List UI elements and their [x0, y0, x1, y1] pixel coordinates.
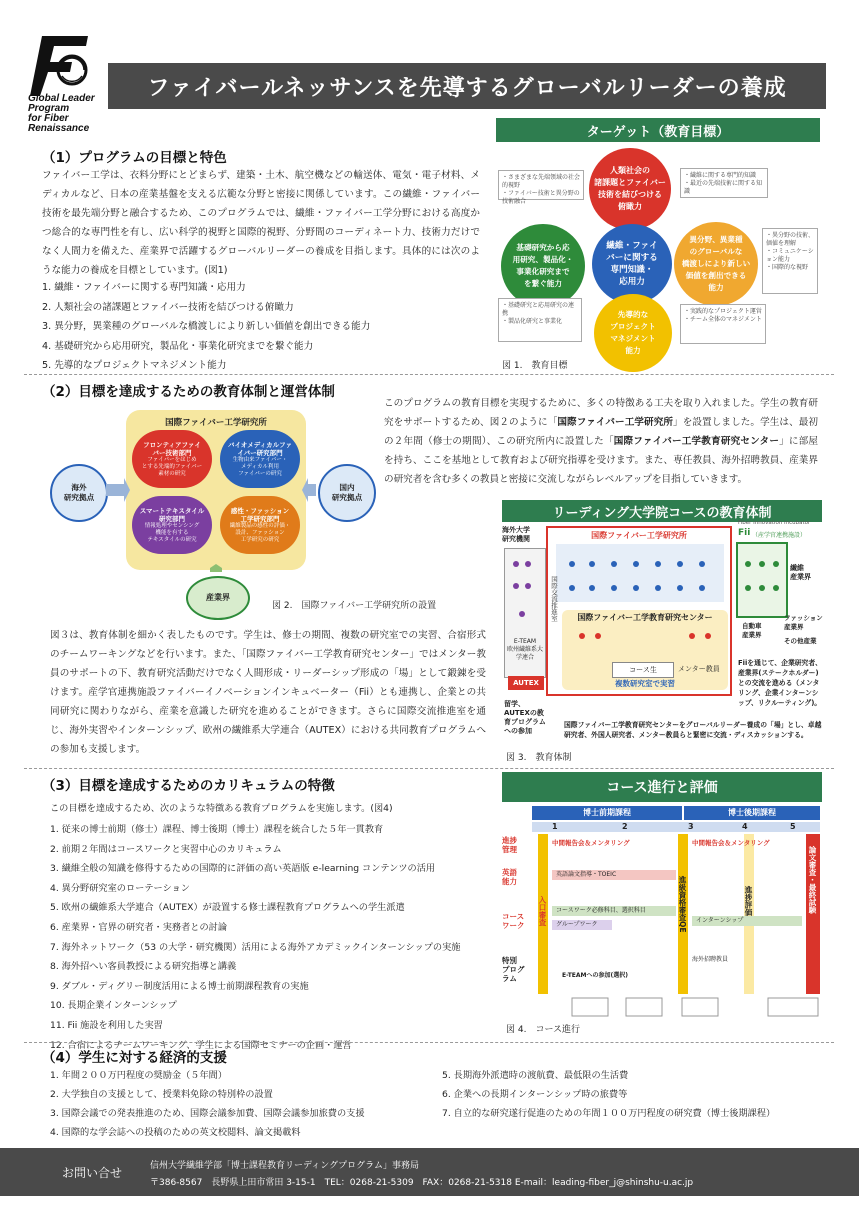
fig3-fii-note: Fiiを通じて、企業研究者、産業界(ステークホルダー)との交流を進める（メンタリング、企業インターンシップ、リクルーティング)。	[738, 659, 822, 707]
fig4-qe: 進級資格審査QE	[678, 876, 687, 933]
fig4-row-label: 英語 能力	[502, 868, 517, 886]
fig4-track: 中間報告会＆メンタリング	[552, 839, 630, 847]
fig3-center-label: 国際ファイバー工学教育研究センター	[577, 613, 713, 622]
fig3-eteam: E-TEAM 欧州繊維系大学連合	[506, 638, 543, 661]
list-item: 3. 異分野，異業種のグローバルな橋渡しにより新しい価値を創出できる能力	[42, 321, 371, 332]
fig1-top-circle: 人類社会の 諸課題とファイバー 技術を結びつける 俯瞰力	[589, 148, 671, 230]
fig2-institute-label: 国際ファイバー工学研究所	[165, 418, 267, 428]
fig3-exchange-label: 国際交流推進室	[550, 576, 558, 622]
list-item: 4. 国際的な学会誌への投稿のための英文校閲料、論文掲載料	[50, 1127, 301, 1138]
fig2-overseas: 海外 研究拠点	[50, 464, 108, 522]
fig1-note: ・繊維に関する専門的知識 ・最近の先端技術に関する知識	[680, 168, 768, 198]
list-item: 5. 欧州の繊維系大学連合（AUTEX）が設置する修士課程教育プログラムへの学生派遣	[50, 902, 405, 914]
footer-address: 〒386-8567 長野県上田市常田 3-15-1 TEL：0268-21-5309 FAX：0268-21-5318 E-mail：leading-fiber_j@shinshu-u.ac.jp	[150, 1178, 694, 1188]
fig2-caption: 図 2. 国際ファイバー工学研究所の設置	[272, 601, 437, 611]
fig4-entry: 入口審査	[538, 896, 547, 926]
section-4-list-left	[50, 1066, 365, 1142]
section-3-list	[50, 820, 460, 1055]
section-2-paragraph-2: 図３は、教育体制を細かく表したものです。学生は、修士の期間、複数の研究室での実習、合宿形式のチームワーキングなどを行います。また、「国際ファイバー工学教育研究センター」ではメンター教員のサポートの下、教育研究活動だけでなく人間形成・リーダーシップ形成の「場」として鍛錬を受けます。産学官連携施設ファイバーイノベーションインキュベーター（Fii）とも連携し、企業との共同研究に関わりながら、産業を意識した研究を進めることができます。さらに国際交流推進室を通じ、海外実習やインターンシップ、欧州の繊維系大学連合（AUTEX）における共同教育プログラムへの参加も支援します。	[50, 630, 486, 755]
list-item: 4. 異分野研究室のローテーション	[50, 882, 190, 894]
list-item: 9. ダブル・ディグリー制度活用による博士前期課程教育の実施	[50, 980, 309, 992]
fig3-autex: AUTEX	[508, 676, 544, 690]
fig3-institute-label: 国際ファイバー工学研究所	[591, 531, 687, 540]
list-item: 11. Fii 施設を利用した実習	[50, 1019, 163, 1031]
logo-icon	[28, 28, 94, 98]
fig3-overseas: 海外大学 研究機関	[502, 526, 530, 543]
fig4-mid: 進捗評価	[744, 886, 753, 916]
section-3-heading: （3）目標を達成するためのカリキュラムの特徴	[42, 778, 335, 794]
fig1-caption: 図 1. 教育目標	[502, 361, 568, 371]
list-item: 6. 企業への長期インターンシップ時の旅費等	[442, 1089, 628, 1100]
fig1-right-circle: 異分野、異業種 のグローバルな 橋渡しにより新しい 価値を創出できる 能力	[674, 222, 758, 306]
fig2-diagram	[50, 404, 380, 620]
list-item: 5. 長期海外派遣時の渡航費、最低限の生活費	[442, 1070, 629, 1081]
list-item: 3. 国際会議での発表推進のため、国際会議参加費、国際会議参加旅費の支援	[50, 1108, 365, 1119]
fig1-header: ターゲット（教育目標）	[496, 118, 820, 142]
fig4-diagram	[502, 806, 822, 1018]
fig4-track: 中間報告会＆メンタリング	[692, 839, 770, 847]
section-1-paragraph: ファイバー工学は、衣料分野にとどまらず、建築・土木、航空機などの輸送体、電気・電子材料、メディカルなど、日本の産業基盤を支える広範な分野と密接に関係しています。この繊維・ファイバー技術を最先端分野と融合するため、このプログラムでは、繊維・ファイバー工学分野における高度かつ総合的な専門性を有し、広い科学的視野と国際的視野、分野間のコーディネート力、技術力だけでなく人間力を備えた、産業界で活躍するグローバルリーダーの養成を目指します。具体的には次のような能力の養成を目標としています。(図1)	[42, 170, 480, 276]
fig4-track: インターンシップ	[692, 916, 802, 926]
section-4-list-right	[442, 1066, 775, 1123]
fig2-division: フロンティアファイ バー技術部門 ファイバーをはじめ とする先端的ファイバー 素材の研究	[132, 430, 212, 488]
fig3-car: 自動車 産業界	[742, 622, 762, 639]
page-title: ファイバールネッサンスを先導するグローバルリーダーの養成	[108, 63, 826, 109]
fig3-other: その他産業	[784, 637, 817, 645]
fig4-note-boxes	[532, 996, 820, 1018]
divider	[24, 374, 834, 375]
fig4-first-period: 博士前期課程	[532, 806, 682, 820]
fig4-track: E-TEAMへの参加(選択)	[562, 972, 628, 979]
fig3-fii-sub: （産学官連携施設）	[752, 532, 807, 539]
fig4-final: 論文審査・最終試験	[808, 846, 817, 914]
fig3-textile: 繊維 産業界	[790, 564, 811, 581]
fig2-domestic: 国内 研究拠点	[318, 464, 376, 522]
fig4-second-period: 博士後期課程	[684, 806, 820, 820]
list-item: 7. 海外ネットワーク（53 の大学・研究機関）活用による海外アカデミックインターンシップの実施	[50, 941, 461, 953]
fig3-jisshu: 複数研究室で実習	[615, 679, 675, 688]
fig3-fii-top: Fiber Innovation Incubator	[738, 520, 811, 526]
fig4-notes	[532, 996, 820, 1018]
fig3-header: リーディング大学院コースの教育体制	[502, 500, 822, 522]
fig1-note: ・異分野の技術、価値を理解 ・コミュニケーション能力 ・国際的な視野	[762, 228, 818, 294]
fig1-note: ・実践的なプロジェクト運営 ・チーム全体のマネジメント	[680, 304, 766, 344]
list-item: 4. 基礎研究から応用研究，製品化・事業化研究までを繋ぐ能力	[42, 340, 314, 352]
divider	[24, 1042, 834, 1043]
list-item: 10. 長期企業インターンシップ	[50, 1000, 177, 1012]
fig3-student: コース生	[612, 662, 674, 678]
section-2-paragraph-1: このプログラムの教育目標を実現するために、多くの特徴ある工夫を取り入れました。学生の教育研究をサポートするため、図２のように「国際ファイバー工学研究所」を設置しました。学生は、最初の２年間（修士の期間）、この研究所内に設置した「国際ファイバー工学教育研究センター」に部屋を持ち、ここを基地として教育および研究指導を受けます。また、専任教員、海外招聘教員、産業界の研究者を含む多くの教員と密接に交流しながらレベルアップを目指していきます。	[384, 398, 819, 485]
fig2-division: バイオメディカルファ イバー研究部門 生物由来ファイバー・ メディカル利用 ファイバーの研究	[220, 430, 300, 488]
fig4-caption: 図 4. コース進行	[506, 1025, 580, 1035]
list-item: 1. 繊維・ファイバーに関する専門知識・応用力	[42, 282, 246, 293]
fig4-header: コース進行と評価	[502, 772, 822, 802]
fig4-row-label: コース ワーク	[502, 912, 525, 930]
footer	[0, 1148, 859, 1196]
list-item: 1. 従来の博士前期（修士）課程、博士後期（博士）課程を統合した５年一貫教育	[50, 824, 384, 835]
list-item: 5. 先導的なプロジェクトマネジメント能力	[42, 360, 227, 371]
fig4-row-label: 特別 プログ ラム	[502, 956, 525, 983]
fig1-left-circle: 基礎研究から応 用研究、製品化・ 事業化研究まで を繋ぐ能力	[501, 224, 585, 308]
fig1-bottom-circle: 先導的な プロジェクト マネジメント 能力	[594, 294, 672, 372]
fig4-track: コースワーク必修科目、選択科目	[552, 906, 676, 916]
footer-office: 信州大学繊維学部「博士課程教育リーディングプログラム」事務局	[150, 1161, 420, 1171]
list-item: 7. 自立的な研究遂行促進のための年間１００万円程度の研究費（博士後期課程）	[442, 1108, 776, 1119]
fig4-track: 海外招聘教員	[692, 956, 729, 963]
fig3-diagram	[502, 520, 823, 746]
fig4-year: 3	[688, 822, 694, 831]
divider	[24, 768, 834, 769]
fig4-year-bar	[532, 822, 820, 832]
section-1-list	[42, 278, 370, 376]
list-item: 3. 繊維全般の知識を修得するための国際的に評価の高い英語版 e-learning コンテンツの活用	[50, 863, 436, 875]
fig1-note: ・さまざまな先端領域の社会的視野 ・ファイバー技術と異分野の技術融合	[498, 170, 584, 200]
fig1-note: ・基礎研究と応用研究の連携 ・製品化研究と事業化	[498, 298, 582, 342]
logo-text: Global Leader Program for Fiber Renaissance	[28, 93, 95, 134]
fig3-people-icons	[502, 524, 822, 746]
list-item: 8. 海外招へい客員教授による研究指導と講義	[50, 961, 237, 973]
fig2-arrows	[50, 404, 380, 620]
list-item: 2. 大学独自の支援として、授業料免除の特別枠の設置	[50, 1089, 273, 1100]
list-item: 6. 産業界・官界の研究者・実務者との討論	[50, 921, 228, 933]
logo-mark	[28, 28, 94, 98]
fig4-year: 4	[742, 822, 748, 831]
fig2-division: 感性・ファッション 工学研究部門 繊維製品の感性の評価・ 設計、ファッション 工学研究の研究	[220, 496, 300, 554]
fig4-year: 2	[622, 822, 628, 831]
fig1-center-circle: 繊維・ファイ バーに関する 専門知識・ 応用力	[592, 224, 672, 304]
fig4-year: 1	[552, 822, 558, 831]
fig1-diagram	[496, 146, 820, 356]
section-2-heading: （2）目標を達成するための教育体制と運営体制	[42, 384, 335, 400]
fig3-caption: 図 3. 教育体制	[506, 753, 572, 763]
section-1-heading: （1）プログラムの目標と特色	[42, 150, 227, 166]
section-3-intro: この目標を達成するため、次のような特徴ある教育プログラムを実施します。(図4)	[50, 803, 393, 814]
fig4-row-label: 進捗 管理	[502, 836, 517, 854]
list-item: 12. 合宿によるチームワーキング、学生による国際セミナーの企画・運営	[50, 1039, 352, 1051]
section-4-heading: （4）学生に対する経済的支援	[42, 1050, 227, 1066]
fig3-fashion: ファッション 産業界	[784, 614, 823, 631]
fig4-track: 英語論文指導・TOEIC	[552, 870, 676, 880]
fig4-year: 5	[790, 822, 796, 831]
fig2-industry: 産業界	[186, 576, 250, 620]
list-item: 2. 前期２年間はコースワークと実習中心のカリキュラム	[50, 843, 282, 855]
fig3-fii: Fii	[738, 528, 751, 538]
list-item: 2. 人類社会の諸課題とファイバー技術を結びつける俯瞰力	[42, 301, 294, 313]
fig3-bottom-note: 国際ファイバー工学教育研究センターをグローバルリーダー養成の「場」とし、卓越研究者、外国人研究者、メンター教員らと緊密に交流・ディスカッションする。	[564, 721, 822, 739]
fig2-division: スマートテキスタイル 研究部門 情報処理やセンシング 機能を有する テキスタイルの研究	[132, 496, 212, 554]
fig3-mentor: メンター教員	[678, 665, 720, 673]
footer-contact-label: お問い合せ	[62, 1166, 123, 1180]
fig3-overseas-prog: 留学、 AUTEXの教 育プログラム への参加	[504, 700, 546, 735]
list-item: 1. 年間２００万円程度の奨励金（５年間）	[50, 1070, 228, 1081]
fig4-track: グループワーク	[552, 920, 612, 930]
